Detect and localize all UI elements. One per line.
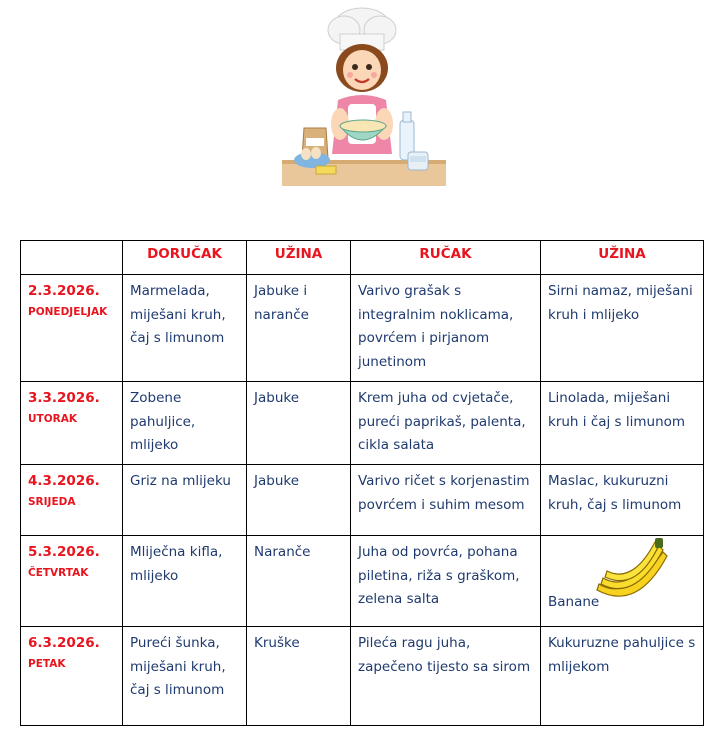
rucak-cell: Pileća ragu juha, zapečeno tijesto sa sirom (351, 627, 541, 726)
banana-icon (593, 538, 673, 608)
table-row (21, 275, 704, 382)
date-label: 2.3.2026. (28, 283, 100, 299)
day-name: UTORAK (28, 412, 77, 425)
day-cell (21, 275, 123, 382)
date-label: 4.3.2026. (28, 473, 100, 489)
rucak-cell: Juha od povrća, pohana piletina, riža s graškom, zelena salta (351, 536, 541, 627)
dorucak-cell: Marmelada, miješani kruh, čaj s limunom (123, 275, 247, 382)
header-uzina-2: UŽINA (541, 241, 704, 275)
day-cell (21, 382, 123, 465)
day-name: ČETVRTAK (28, 566, 89, 579)
uzina-2-cell: Linolada, miješani kruh i čaj s limunom (541, 382, 704, 465)
uzina-cell: Naranče (247, 536, 351, 627)
uzina-cell: Jabuke (247, 382, 351, 465)
uzina-2-cell (541, 536, 704, 627)
dorucak-cell: Mliječna kifla, mlijeko (123, 536, 247, 627)
day-cell (21, 627, 123, 726)
date-label: 3.3.2026. (28, 390, 100, 406)
table-row (21, 465, 704, 536)
day-name: PONEDJELJAK (28, 305, 108, 318)
weekly-menu-table (20, 240, 704, 726)
day-name: SRIJEDA (28, 495, 76, 508)
table-row (21, 627, 704, 726)
uzina-2-cell: Kukuruzne pahuljice s mlijekom (541, 627, 704, 726)
date-label: 6.3.2026. (28, 635, 100, 651)
dorucak-cell: Griz na mlijeku (123, 465, 247, 536)
header-uzina-1: UŽINA (247, 241, 351, 275)
uzina-2-cell: Sirni namaz, miješani kruh i mlijeko (541, 275, 704, 382)
table-row (21, 382, 704, 465)
rucak-cell: Varivo grašak s integralnim noklicama, povrćem i pirjanom junetinom (351, 275, 541, 382)
date-label: 5.3.2026. (28, 544, 100, 560)
header-rucak: RUČAK (351, 241, 541, 275)
table-header-row (21, 241, 704, 275)
header-empty (21, 241, 123, 275)
day-name: PETAK (28, 657, 66, 670)
chef-illustration (282, 4, 446, 190)
rucak-cell: Krem juha od cvjetače, pureći paprikaš, palenta, cikla salata (351, 382, 541, 465)
uzina-cell: Kruške (247, 627, 351, 726)
day-cell (21, 465, 123, 536)
uzina-2-cell: Maslac, kukuruzni kruh, čaj s limunom (541, 465, 704, 536)
banana-label: Banane (548, 593, 600, 610)
rucak-cell: Varivo ričet s korjenastim povrćem i suhim mesom (351, 465, 541, 536)
dorucak-cell: Zobene pahuljice, mlijeko (123, 382, 247, 465)
dorucak-cell: Pureći šunka, miješani kruh, čaj s limunom (123, 627, 247, 726)
uzina-cell: Jabuke i naranče (247, 275, 351, 382)
day-cell (21, 536, 123, 627)
table-row (21, 536, 704, 627)
header-dorucak: DORUČAK (123, 241, 247, 275)
uzina-cell: Jabuke (247, 465, 351, 536)
